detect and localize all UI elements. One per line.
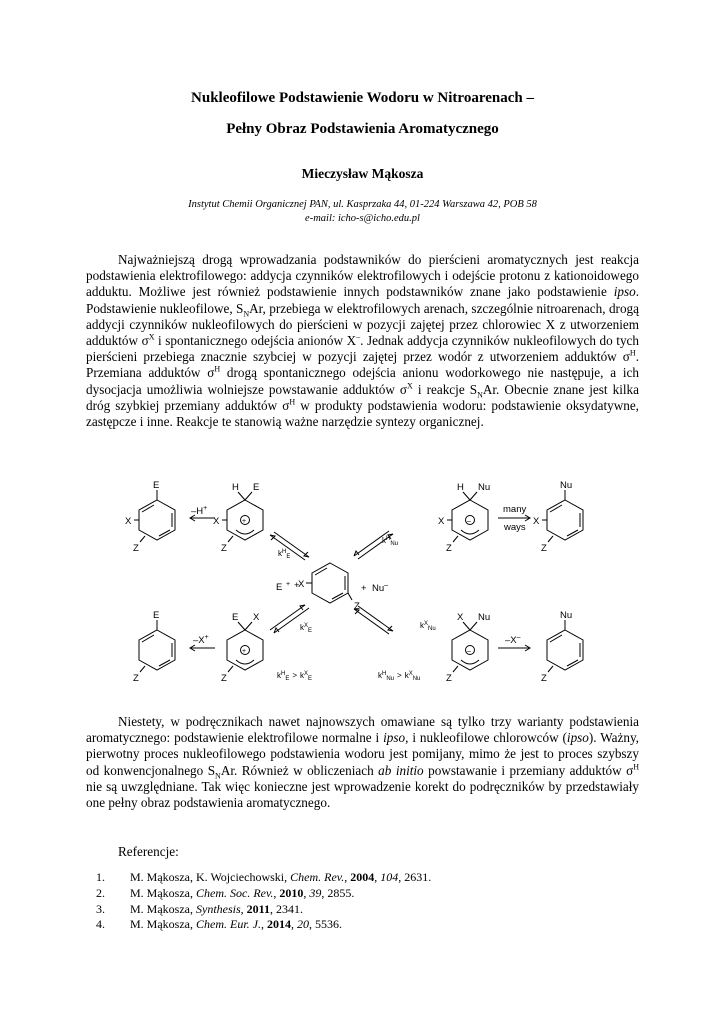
text: – (384, 582, 389, 589)
label: E (153, 610, 160, 621)
reference-volume: 20 (297, 917, 309, 932)
label: Z (133, 673, 139, 684)
reference-authors: M. Mąkosza, (130, 917, 196, 932)
reference-pages: , 5536. (309, 917, 342, 932)
text: – (516, 634, 521, 641)
label: – (467, 648, 471, 655)
subscript: N (215, 771, 221, 781)
label: Nu (560, 610, 573, 621)
text: > (397, 671, 402, 680)
text: Ar. Również w obliczeniach (220, 762, 379, 778)
superscript: H (214, 365, 221, 375)
author: Mieczysław Mąkosza (301, 166, 424, 181)
reference-text (130, 902, 303, 918)
email: e-mail: icho-s@icho.edu.pl (305, 213, 420, 224)
text: X (304, 623, 309, 629)
text: ab initio (378, 762, 424, 778)
arrow-label: ways (504, 522, 526, 533)
label: Nu (478, 612, 491, 623)
reference-number: 4. (96, 917, 105, 932)
reference-number: 3. (96, 901, 105, 916)
rate-comparison (378, 671, 420, 682)
reference-sep: , (240, 901, 247, 916)
text: Nu (386, 676, 395, 682)
arrow-label (193, 634, 209, 646)
reference-year: 2011 (246, 901, 271, 916)
label: Z (446, 673, 452, 684)
superscript: X (407, 381, 413, 391)
text: H (386, 536, 391, 542)
label: Z (446, 543, 452, 554)
label: H (232, 482, 239, 493)
reference-journal: Chem. Soc. Rev. (196, 885, 274, 900)
label: Z (354, 601, 360, 612)
subscript: N (243, 309, 250, 319)
reference-item (96, 917, 431, 933)
reference-journal: Chem. Rev. (290, 870, 345, 884)
label: E (232, 612, 239, 623)
reference-sep: , (261, 917, 267, 932)
label: Nu (560, 480, 573, 491)
superscript: H (289, 397, 296, 407)
text: i reakcje S (412, 381, 478, 397)
text: E (308, 628, 313, 634)
text: drogą spontanicznego odejścia anionu wodorkowego nie następuje, a ich dysocjacja umożliwia wolniejsze powstawanie adduktów σ (86, 365, 639, 397)
label: + (286, 581, 291, 588)
text: + (204, 634, 209, 641)
reference-authors: M. Mąkosza, K. Wojciechowski, (130, 870, 291, 884)
reference-pages: , 2341. (270, 901, 304, 916)
label: – (467, 518, 471, 525)
label: Nu (478, 482, 491, 493)
superscript: H (633, 762, 639, 772)
text: H (382, 671, 387, 677)
label (372, 582, 388, 594)
subscript: N (477, 390, 483, 400)
text: Ar. Obecnie znane jest kilka dróg szybkiej przemiany adduktów σ (86, 381, 639, 413)
label: Z (221, 673, 227, 684)
text: Niestety, w podręcznikach nawet najnowszych omawiane są tylko trzy warianty podstawienia aromatycznego: podstawienie elektrofilowe normalne i (86, 714, 639, 746)
text: Ar, przebiega w elektrofilowych arenach, szczególnie nitroarenach, drogą addycji czynników nukleofilowych do pierścieni w pozycji zajętej przez chlorowiec X z utworzeniem adduktów σ (86, 300, 639, 349)
label: X (457, 612, 464, 623)
reference-volume: 104 (380, 870, 399, 884)
label: + (294, 580, 300, 591)
text: H (282, 549, 287, 555)
reference-journal: Chem. Eur. J. (196, 917, 261, 932)
label: X (533, 516, 540, 527)
affiliation: Instytut Chemii Organicznej PAN, ul. Kasprzaka 44, 01-224 Warszawa 42, POB 58 (188, 199, 537, 210)
text: k (378, 671, 382, 680)
text: k (404, 671, 409, 680)
reference-year: 2004 (350, 870, 375, 884)
label: + (242, 518, 247, 525)
reference-volume: 39 (309, 885, 322, 900)
label: + (361, 583, 367, 594)
superscript: X (148, 332, 155, 342)
reference-sep: , (273, 885, 280, 900)
text: –X (193, 635, 205, 646)
paragraph-intro (86, 252, 639, 430)
text: Nu (428, 626, 436, 632)
text: ipso (566, 730, 589, 746)
text: Najważniejszą drogą wprowadzania podstawników do pierścieni aromatycznych jest reakcja podstawienia elektrofilowego: addycja czynników elektrofilowych i odejście protonu z kationoidowego adduktu. Możliwe jest również podstawienie innych podstawników znane jako podstawienie (86, 252, 639, 300)
text: E (285, 676, 290, 682)
text: . Jednak addycja czynników nukleofilowych do tych pierścieni przebiega znacznie szybciej w pozycji zajętej przez wodór z utworzeniem adduktów σ (86, 333, 639, 365)
reaction-scheme (120, 478, 620, 690)
reference-number: 1. (96, 870, 105, 884)
rate-label (420, 621, 436, 632)
reference-text (130, 917, 342, 933)
reference-year: 2010 (279, 885, 304, 900)
label: X (213, 516, 220, 527)
label: E (253, 482, 260, 493)
text: nie są uwzględniane. Tak więc konieczne jest wprowadzenie korekt do podręczników by przedstawiały one pełny obraz podstawienia aromatycznego. (86, 778, 639, 811)
rate-label (382, 536, 398, 547)
label: X (253, 612, 260, 623)
label: Z (541, 673, 547, 684)
text: > (292, 671, 298, 680)
reference-item (96, 886, 431, 902)
text: + (203, 505, 208, 512)
reference-number: 2. (96, 885, 105, 900)
reference-text (130, 870, 431, 886)
text: Nu (412, 676, 421, 682)
text: Nu (372, 583, 385, 594)
text: powstawanie i przemiany adduktów σ (423, 762, 634, 778)
reference-text (130, 886, 354, 902)
paragraph-conclusion (86, 714, 639, 811)
reference-sep: , (291, 917, 297, 932)
label: E (276, 582, 283, 593)
text: ipso (613, 284, 636, 300)
references-heading: Referencje: (118, 844, 179, 859)
text: –X (505, 635, 517, 646)
reference-sep: , (303, 885, 310, 900)
superscript: – (356, 332, 361, 342)
text: Nu (390, 541, 399, 547)
text: . Przemiana adduktów σ (86, 349, 639, 381)
text: X (408, 671, 413, 677)
label: Z (221, 543, 227, 554)
label: Z (541, 543, 547, 554)
title-line-1: Nukleofilowe Podstawienie Wodoru w Nitroarenach – (191, 90, 534, 106)
reference-sep: , (374, 870, 381, 884)
text: E (286, 554, 291, 560)
reference-authors: M. Mąkosza, (130, 901, 196, 916)
reference-authors: M. Mąkosza, (130, 885, 196, 900)
text: k (420, 621, 424, 630)
rate-comparison (277, 671, 312, 682)
rate-label (300, 623, 312, 634)
reference-pages: , 2855. (321, 885, 355, 900)
text: k (278, 549, 282, 558)
reference-sep: , (344, 870, 351, 884)
arrow-label (191, 505, 207, 517)
reference-pages: , 2631. (398, 870, 432, 884)
text: H (281, 671, 286, 677)
text: X (424, 621, 429, 627)
label: H (457, 482, 464, 493)
text: ipso (383, 730, 406, 746)
text: ). Ważny, pierwotny proces nukleofilowego podstawienia wodoru jest pomijany, mimo że jest to proces szybszy od konwencjonalnego S (86, 730, 639, 778)
references-list (96, 870, 431, 933)
label: E (153, 480, 160, 491)
reference-item (96, 870, 431, 886)
text: k (300, 671, 305, 680)
label: X (125, 516, 132, 527)
text: k (300, 623, 304, 632)
text: . Podstawienie nukleofilowe, S (86, 284, 639, 316)
label: + (242, 648, 247, 655)
label: X (438, 516, 445, 527)
text: i spontanicznego odejścia anionów X (154, 333, 357, 349)
arrow-label (505, 634, 521, 646)
reference-journal: Synthesis (196, 901, 241, 916)
text: k (382, 536, 386, 545)
text: , i nukleofilowe chlorowców ( (405, 730, 567, 746)
text: –H (191, 506, 204, 517)
text: k (277, 671, 281, 680)
title-line-2: Pełny Obraz Podstawienia Aromatycznego (226, 121, 499, 137)
text: w produkty podstawienia wodoru: podstawienie oksydatywne, zastępcze i inne. Reakcje te stanowią ważne narzędzie syntezy organicznej. (86, 397, 639, 430)
superscript: H (629, 348, 636, 358)
reference-year: 2014 (267, 917, 291, 932)
rate-label (278, 549, 290, 560)
arrow-label: many (503, 504, 527, 515)
text: X (304, 671, 309, 677)
label: X (298, 579, 305, 590)
text: E (308, 676, 313, 682)
reference-item (96, 902, 431, 918)
label: Z (133, 543, 139, 554)
